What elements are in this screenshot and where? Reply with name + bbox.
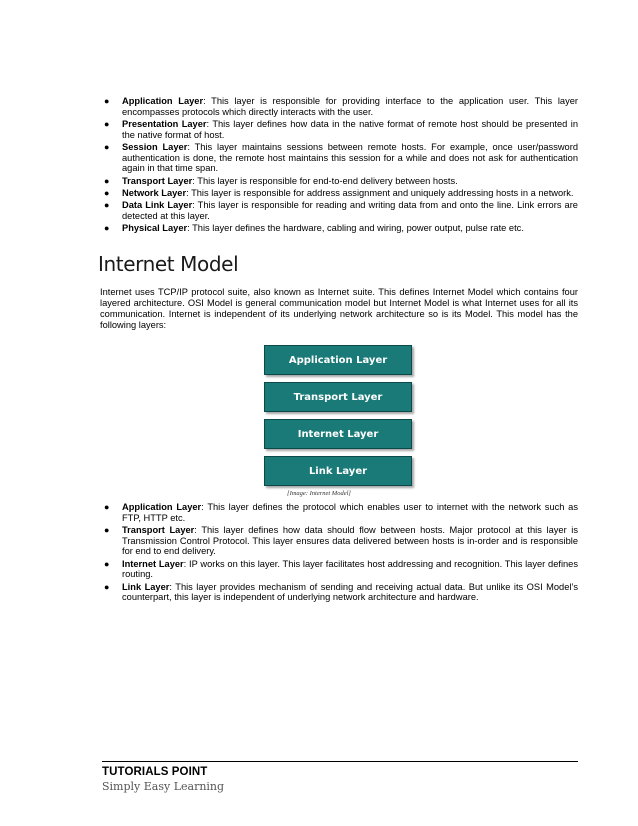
footer-divider — [102, 761, 578, 762]
layer-name: Application Layer — [122, 96, 204, 106]
footer-brand: TUTORIALS POINT — [102, 766, 208, 778]
layer-description: : This layer provides mechanism of sending and receiving actual data. But unlike its OSI Model’s counterpart, this layer is independent of underlying network architecture and hardware. — [122, 581, 578, 603]
section-heading: Internet Model — [98, 252, 239, 276]
list-item — [100, 142, 578, 174]
intro-paragraph: Internet uses TCP/IP protocol suite, also known as Internet suite. This defines Internet Model which contains four layered architecture. OSI Model is general communication model but Internet Model is what Internet uses for all its communication. Internet is independent of its underlying network architecture so is its Model. This model has the following layers: — [100, 287, 578, 330]
list-item — [100, 582, 578, 603]
layer-description: : This layer defines how data in the native format of remote host should be presented in the native format of host. — [122, 118, 578, 140]
bullet-icon: ● — [104, 524, 110, 535]
bullet-icon: ● — [104, 118, 110, 129]
list-item — [100, 559, 578, 580]
layer-name: Internet Layer — [122, 558, 184, 569]
layer-description: : This layer defines the hardware, cabling and wiring, power output, pulse rate etc. — [187, 223, 524, 234]
list-item — [100, 188, 578, 199]
bullet-icon: ● — [104, 558, 110, 569]
layer-description: : This layer is responsible for providing interface to the application user. This layer encompasses protocols which directly interacts with the user. — [122, 96, 578, 117]
bullet-icon: ● — [104, 187, 110, 198]
layer-name: Transport Layer — [122, 524, 195, 535]
bullet-icon: ● — [104, 175, 110, 186]
list-item — [100, 119, 578, 140]
layer-name: Data Link Layer — [122, 200, 193, 211]
bullet-icon: ● — [104, 200, 110, 211]
layer-description: : This layer defines the protocol which enables user to internet with the network such as FTP, HTTP etc. — [122, 502, 578, 523]
list-item — [100, 502, 578, 523]
layer-description: : IP works on this layer. This layer facilitates host addressing and recognition. This layer defines routing. — [122, 558, 578, 580]
layer-name: Presentation Layer — [122, 118, 207, 129]
layer-description: : This layer defines how data should flow between hosts. Major protocol at this layer is Transmission Control Protocol. This layer ensures data delivered between hosts is in-order and is responsible for end to end delivery. — [122, 524, 578, 557]
bullet-icon: ● — [104, 223, 110, 234]
internet-layer-list — [100, 502, 578, 605]
bullet-icon: ● — [104, 581, 110, 592]
bullet-icon: ● — [104, 141, 110, 152]
list-item — [100, 96, 578, 117]
bullet-icon: ● — [104, 502, 110, 512]
osi-layer-list — [100, 96, 578, 236]
list-item — [100, 525, 578, 557]
layer-description: : This layer is responsible for end-to-end delivery between hosts. — [192, 175, 458, 186]
bullet-icon: ● — [104, 96, 110, 106]
list-item — [100, 223, 578, 234]
footer-tagline: Simply Easy Learning — [102, 780, 225, 793]
layer-description: : This layer maintains sessions between remote hosts. For example, once user/password authentication is done, the remote host maintains this session for a while and does not ask for authentication again in that time span. — [122, 141, 578, 174]
diagram-box-link: Link Layer — [264, 456, 412, 486]
diagram-box-internet: Internet Layer — [264, 419, 412, 449]
layer-name: Link Layer — [122, 581, 170, 592]
layer-description: : This layer is responsible for reading and writing data from and onto the line. Link errors are detected at this layer. — [122, 200, 578, 221]
diagram-box-transport: Transport Layer — [264, 382, 412, 412]
layer-description: : This layer is responsible for address assignment and uniquely addressing hosts in a network. — [186, 187, 574, 198]
list-item — [100, 176, 578, 187]
diagram-box-application: Application Layer — [264, 345, 412, 375]
image-caption: [Image: Internet Model] — [287, 490, 351, 497]
list-item — [100, 200, 578, 221]
layer-name: Physical Layer — [122, 223, 188, 234]
layer-name: Session Layer — [122, 141, 188, 152]
layer-name: Transport Layer — [122, 175, 193, 186]
layer-name: Network Layer — [122, 187, 187, 198]
layer-name: Application Layer — [122, 502, 202, 512]
